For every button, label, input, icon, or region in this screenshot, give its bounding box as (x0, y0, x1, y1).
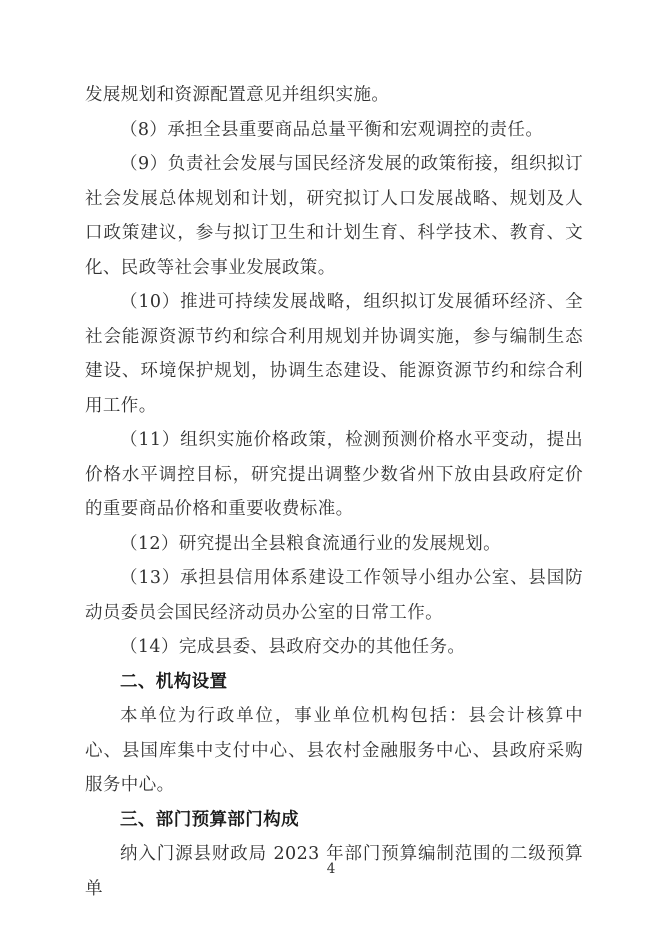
paragraph: （8）承担全县重要商品总量平衡和宏观调控的责任。 (120, 119, 544, 140)
paragraph: 发展规划和资源配置意见并组织实施。 (85, 85, 390, 105)
text-block (85, 78, 583, 906)
paragraph: （11）组织实施价格政策，检测预测价格水平变动，提出价格水平调控目标，研究提出调整少数省州下放由县政府定价的重要商品价格和重要收费标准。 (85, 430, 583, 519)
section-heading: 三、部门预算部门构成 (120, 809, 299, 830)
section-heading: 二、机构设置 (120, 671, 228, 692)
paragraph: 纳入门源县财政局 2023 年部门预算编制范围的二级预算单 (85, 844, 583, 899)
page-number: 4 (326, 861, 336, 877)
paragraph: （13）承担县信用体系建设工作领导小组办公室、县国防动员委员会国民经济动员办公室的日常工作。 (85, 568, 583, 623)
paragraph: （14）完成县委、县政府交办的其他任务。 (120, 637, 466, 657)
paragraph: （9）负责社会发展与国民经济发展的政策衔接，组织拟订社会发展总体规划和计划，研究拟订人口发展战略、规划及人口政策建议，参与拟订卫生和计划生育、科学技术、教育、文化、民政等社会事业发展政策。 (85, 154, 583, 278)
paragraph: 本单位为行政单位，事业单位机构包括：县会计核算中心、县国库集中支付中心、县农村金融服务中心、县政府采购服务中心。 (85, 706, 583, 795)
paragraph: （10）推进可持续发展战略，组织拟订发展循环经济、全社会能源资源节约和综合利用规划并协调实施，参与编制生态建设、环境保护规划，协调生态建设、能源资源节约和综合利用工作。 (85, 292, 583, 416)
paragraph: （12）研究提出全县粮食流通行业的发展规划。 (120, 533, 502, 554)
